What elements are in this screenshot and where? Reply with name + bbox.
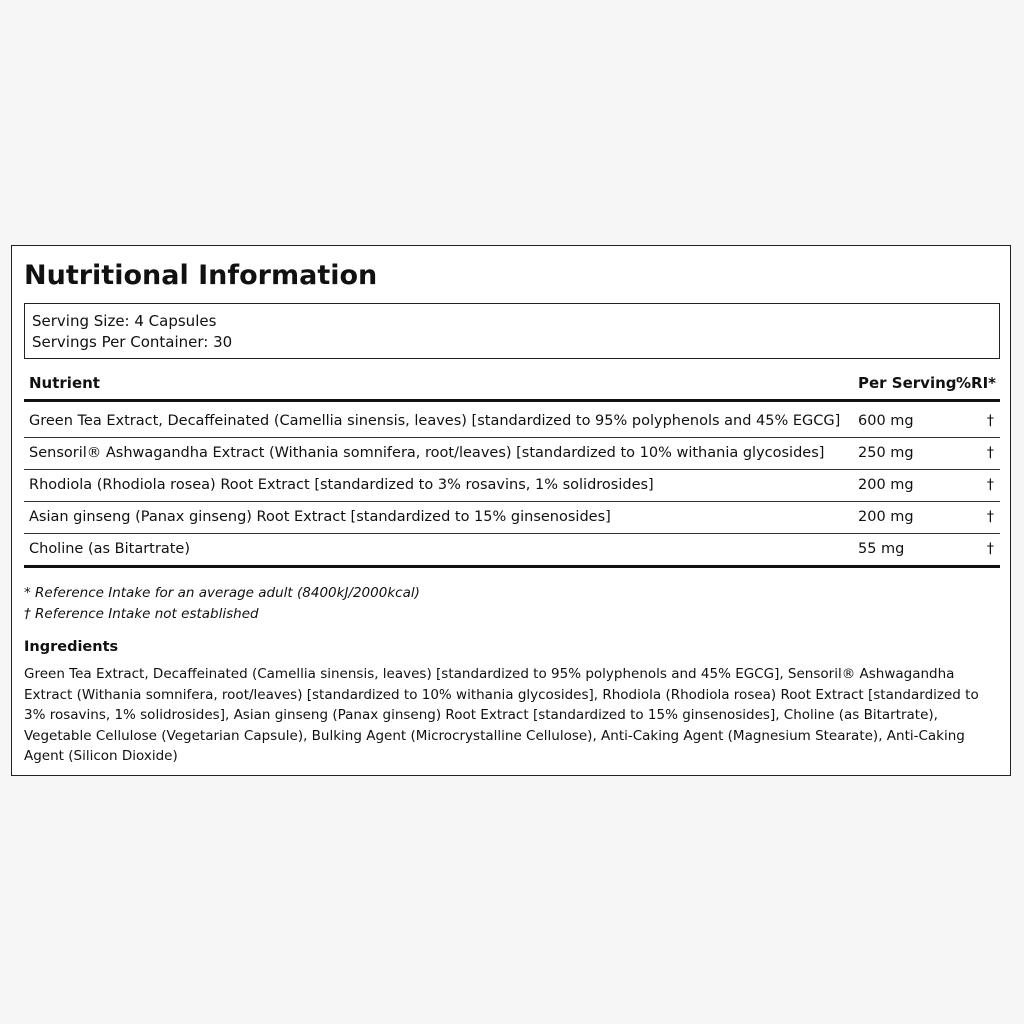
- nutrient-amount: 200 mg: [858, 509, 914, 525]
- serving-size: Serving Size: 4 Capsules: [32, 312, 217, 330]
- serving-info-box: [24, 303, 1000, 359]
- servings-per-container: Servings Per Container: 30: [32, 333, 233, 351]
- nutrient-ri: †: [986, 509, 994, 525]
- nutrient-table: [24, 370, 1000, 568]
- table-row: [24, 534, 1000, 568]
- nutrient-ri: †: [986, 445, 994, 461]
- nutrient-amount: 55 mg: [858, 541, 905, 557]
- header-nutrient: Nutrient: [29, 374, 100, 392]
- nutrient-ri: †: [986, 477, 994, 493]
- nutrient-amount: 600 mg: [858, 413, 914, 429]
- nutrient-ri: †: [986, 413, 994, 429]
- panel-title: Nutritional Information: [24, 260, 378, 291]
- nutrient-name: Green Tea Extract, Decaffeinated (Camellia sinensis, leaves) [standardized to 95% polyphenols and 45% EGCG]: [29, 413, 841, 429]
- footnote-not-established: † Reference Intake not established: [24, 606, 259, 622]
- ingredients-heading: Ingredients: [24, 639, 119, 655]
- nutrient-ri: †: [986, 541, 994, 557]
- ingredients-text: Green Tea Extract, Decaffeinated (Camellia sinensis, leaves) [standardized to 95% polyphenols and 45% EGCG], Sensoril® Ashwagandha Extract (Withania somnifera, root/leaves) [standardized to 10% withania glycosides], Rhodiola (Rhodiola rosea) Root Extract [standardized to 3% rosavins, 1% solidrosides], Asian ginseng (Panax ginseng) Root Extract [standardized to 15% ginsenosides], Choline (as Bitartrate), Vegetable Cellulose (Vegetarian Capsule), Bulking Agent (Microcrystalline Cellulose), Anti-Caking Agent (Magnesium Stearate), Anti-Caking Agent (Silicon Dioxide): [24, 666, 979, 765]
- nutrient-amount: 200 mg: [858, 477, 914, 493]
- table-header: [24, 370, 1000, 402]
- table-row: [24, 502, 1000, 534]
- nutrient-name: Rhodiola (Rhodiola rosea) Root Extract [standardized to 3% rosavins, 1% solidrosides]: [29, 477, 654, 493]
- nutrient-amount: 250 mg: [858, 445, 914, 461]
- header-per-serving: Per Serving: [858, 374, 957, 392]
- footnotes: [24, 583, 420, 625]
- table-row: [24, 438, 1000, 470]
- header-ri: %RI*: [955, 374, 996, 392]
- table-row: [24, 470, 1000, 502]
- nutrient-name: Sensoril® Ashwagandha Extract (Withania somnifera, root/leaves) [standardized to 10% withania glycosides]: [29, 445, 825, 461]
- table-row: [24, 406, 1000, 438]
- footnote-reference-intake: * Reference Intake for an average adult (8400kJ/2000kcal): [24, 585, 420, 601]
- nutrient-name: Choline (as Bitartrate): [29, 541, 190, 557]
- nutrition-panel: [11, 245, 1011, 776]
- nutrient-name: Asian ginseng (Panax ginseng) Root Extract [standardized to 15% ginsenosides]: [29, 509, 611, 525]
